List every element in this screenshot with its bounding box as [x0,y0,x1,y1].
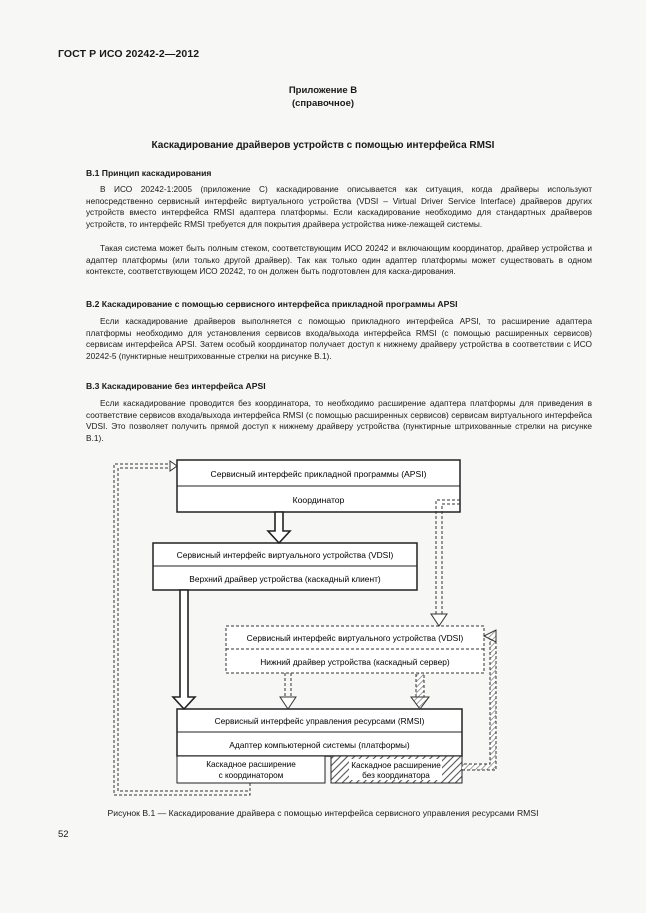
paragraph-b2-1: Если каскадирование драйверов выполняется с помощью прикладного интерфейса APSI, то расширение адаптера платформы необходимо для установления сервисов входа/выхода интерфейса RMSI (с помощью расширенных сервисов) сервисам интерфейса APSI. Затем особый координатор получает доступ к нижнему драйверу устройства в соответствии с ИСО 20242-5 (пунктирные нештрихованные стрелки на рисунке В.1). [86,316,592,361]
arrowhead-to-apsi [170,461,177,471]
section-heading-b2: В.2 Каскадирование с помощью сервисного интерфейса прикладной программы APSI [86,299,458,309]
dashed-arrow-coordinator-to-lower-vdsi [436,500,460,614]
ext-coord-line1: Каскадное расширение [206,760,296,769]
arrowhead-to-lower-vdsi [431,614,447,626]
arrow-upper-driver-to-rmsi [173,590,195,709]
vdsi-lower-label: Сервисный интерфейс виртуального устройства (VDSI) [246,633,464,643]
figure-caption: Рисунок В.1 — Каскадирование драйвера с помощью интерфейса сервисного управления ресурсами RMSI [107,808,539,818]
upper-driver-label: Верхний драйвер устройства (каскадный клиент) [189,574,381,584]
apsi-label: Сервисный интерфейс прикладной программы (APSI) [210,469,427,479]
annex-title: Приложение В [288,85,358,96]
lower-driver-label: Нижний драйвер устройства (каскадный сервер) [260,657,450,667]
ext-nocoord-line1: Каскадное расширение [351,761,441,770]
ext-coord-line2: с координатором [218,771,284,780]
document-header: ГОСТ Р ИСО 20242-2—2012 [58,48,200,60]
coordinator-label: Координатор [292,495,345,505]
upper-driver-box [153,543,417,590]
rmsi-label: Сервисный интерфейс управления ресурсами (RMSI) [214,716,425,726]
lower-driver-box [226,626,484,673]
page-number: 52 [58,829,69,840]
arrow-coordinator-to-upper-driver [268,512,290,543]
vdsi-upper-label: Сервисный интерфейс виртуального устройства (VDSI) [176,550,394,560]
apsi-coordinator-box [177,460,460,512]
hatched-arrow-lower-driver-to-rmsi [411,673,429,709]
annex-subtitle: (справочное) [291,98,355,109]
section-heading-b3: В.3 Каскадирование без интерфейса APSI [86,381,266,391]
adapter-label: Адаптер компьютерной системы (платформы) [229,740,410,750]
paragraph-b1-1: В ИСО 20242-1:2005 (приложение С) каскадирование описывается как ситуация, когда драйверы используют непосредственно сервисный интерфейс виртуального устройства (VDSI – Virtual Driver Service Interface) драйверов других устройств вместо интерфейса RMSI адаптера платформы. Если каскадирование необходимо для стандартных драйверов устройств, то интерфейс RMSI требуется для покрытия драйвера устройства ниже-лежащей системы. [86,184,592,229]
section-heading-b1: В.1 Принцип каскадирования [86,168,212,178]
rmsi-adapter-box [177,709,462,756]
dashed-arrow-lower-driver-to-rmsi [285,673,291,697]
paragraph-b3-1: Если каскадирование проводится без координатора, то необходимо расширение адаптера платформы для приведения в соответствие сервисов входа/выхода интерфейса RMSI (с помощью расширенных сервисов) сервисам виртуального интерфейса VDSI. Это позволяет получить прямой доступ к нижнему драйверу устройства (пунктирные штрихованные стрелки на рисунке В.1). [86,398,592,443]
cascade-extension-without-coordinator [331,756,462,783]
ext-nocoord-line2: без координатора [362,771,430,780]
paragraph-b1-2: Такая система может быть полным стеком, соответствующим ИСО 20242 и включающим координатор, драйвер устройства и адаптер платформы (или только другой драйвер). Так как только один адаптер платформы может существовать в одном контексте, соответствующем ИСО 20242, то он должен быть подготовлен для каска-дирования. [86,243,592,277]
cascade-extension-with-coordinator [177,756,325,783]
arrowhead-lower-to-rmsi [280,697,296,709]
document-title: Каскадирование драйверов устройств с помощью интерфейса RMSI [151,140,495,151]
